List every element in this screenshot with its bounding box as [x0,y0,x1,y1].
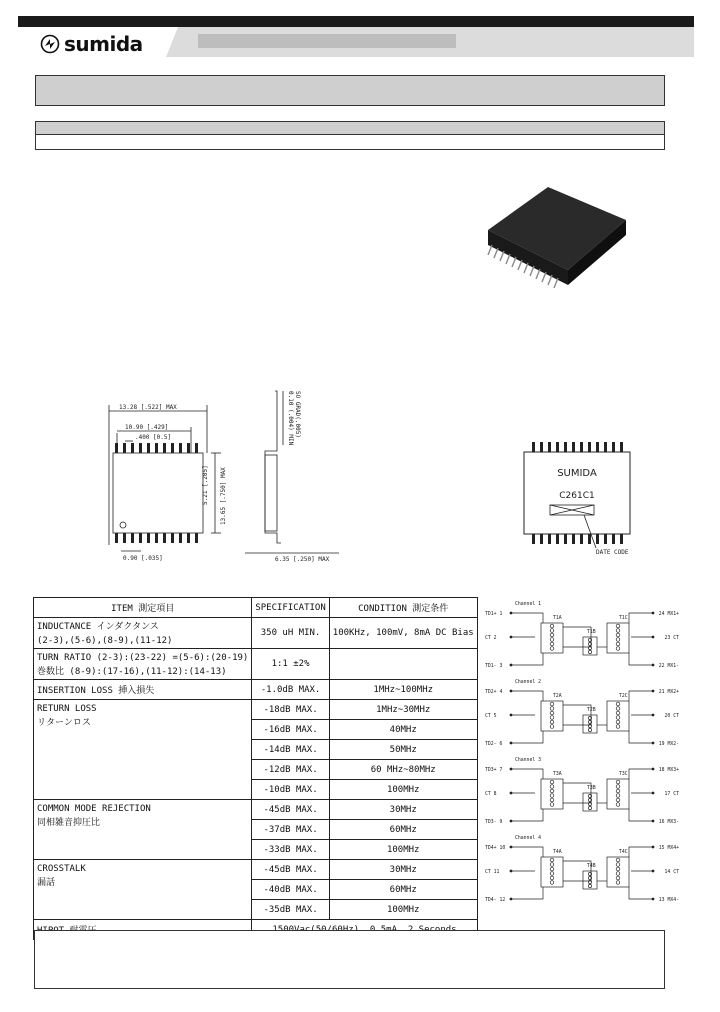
dim-side-max: 6.35 [.250] MAX [275,556,330,563]
coil-turn [550,789,554,793]
schematic-diagram [483,597,683,910]
inductance-cond: 100KHz, 100mV, 8mA DC Bias [329,618,477,649]
wire [629,691,653,701]
coil-turn [616,789,620,793]
pin-label-left: TD3- 9 [485,820,503,825]
pin-dot-right [652,898,655,901]
transformer-label: T1A [553,616,562,621]
pin-dot-right [652,714,655,717]
wire [629,769,653,779]
choke-label: T2B [587,708,596,713]
dim-side-b: SO GRAD(.005) [294,391,301,438]
pin-dot-right [652,846,655,849]
coil-turn [616,876,620,880]
dim-height-b: 13.65 [.750] MAX [220,467,227,525]
cmr-spec: -45dB MAX. [252,800,329,820]
coil-turn [616,711,620,715]
transformer-label: T2C [619,694,628,699]
turns-label: TURN RATIO (2-3):(23-22) =(5-6):(20-19) [37,653,249,663]
coil-turn [616,638,620,642]
table-row [34,680,478,700]
pin-label-right: 13 MX4- [658,898,679,903]
transformer-label: T1C [619,616,628,621]
transformer-label: T3C [619,772,628,777]
coil-turn [616,720,620,724]
pin-dot-left [510,742,513,745]
coil-turn [588,650,591,653]
return-loss-spec: -16dB MAX. [252,720,329,740]
coil-turn [550,647,554,651]
pin-dot-right [652,612,655,615]
coil-turn [616,798,620,802]
wire [511,731,543,743]
coil-turn [616,794,620,798]
insertion-cond: 1MHz~100MHz [329,680,477,700]
choke-label: T4B [587,864,596,869]
pin-label-left: TD4- 12 [485,898,506,903]
cmr-spec: -37dB MAX. [252,820,329,840]
cmr-label-jp: 同相雑音抑圧比 [37,818,101,828]
return-loss-cond: 40MHz [329,720,477,740]
coil-turn [550,876,554,880]
dim-side-a: 0.10 (.004) MIN [287,391,294,446]
coil-turn [550,629,554,633]
pin-dot-right [652,870,655,873]
product-photo [478,185,628,290]
wire [511,691,543,701]
table-row [34,800,478,820]
coil-turn [616,858,620,862]
brand-name: sumida [64,32,143,56]
pin-label-right: 24 MX1+ [658,612,679,617]
choke-core [583,715,597,733]
pin-dot-left [510,612,513,615]
coil-turn [550,798,554,802]
channel-name: Channel 1 [515,602,541,607]
brand-row [18,27,694,57]
pin-label-left: CT 11 [485,870,500,875]
pin-label-right: 21 MX2+ [658,690,679,695]
coil-turn [616,863,620,867]
pin-label-right: 15 MX4+ [658,846,679,851]
cmr-spec: -33dB MAX. [252,840,329,860]
return-loss-label: RETURN LOSS [37,704,97,714]
transformer-label: T4A [553,850,562,855]
turns-pins: 巻数比 (8-9):(17-16),(11-12):(14-13) [37,667,227,677]
coil-turn [550,720,554,724]
pin-label-right: 23 CT [664,636,679,641]
pin-label-right: 18 MX3+ [658,768,679,773]
turns-cond [329,649,477,680]
coil-turn [550,863,554,867]
insertion-label: INSERTION LOSS 挿入損失 [34,680,252,700]
return-loss-spec: -18dB MAX. [252,700,329,720]
coil-turn [550,858,554,862]
marking-note: DATE CODE [596,549,629,556]
pin-dot-right [652,742,655,745]
transformer-label: T3A [553,772,562,777]
title-box [35,75,665,106]
wire [511,847,543,857]
coil-turn [616,629,620,633]
wire [511,887,543,899]
header-bar [18,16,694,27]
choke-core [583,793,597,811]
header-cond: CONDITION 測定条件 [329,598,477,618]
dim-overall-width: 13.28 [.522] MAX [119,404,177,411]
logo-icon [40,34,60,54]
choke-label: T3B [587,786,596,791]
pin-dot-right [652,636,655,639]
return-loss-spec: -14dB MAX. [252,740,329,760]
pin-dot-left [510,768,513,771]
schematic-channel [485,757,679,825]
pin-dot-left [510,664,513,667]
schematic-channel [485,601,679,669]
sumida-logo [40,32,143,56]
schematic-channel [485,835,679,903]
pin-label-left: TD4+ 10 [485,846,506,851]
coil-turn [550,872,554,876]
header-title-bar [198,34,456,48]
pin-label-right: 20 CT [664,714,679,719]
dimension-drawing [95,385,355,565]
table-row [34,649,478,680]
coil-turn [616,702,620,706]
coil-turn [550,803,554,807]
return-loss-cond: 60 MHz~80MHz [329,760,477,780]
coil-turn [616,780,620,784]
pin-dot-right [652,664,655,667]
coil-turn [550,633,554,637]
channel-name: Channel 4 [515,836,541,841]
table-row [34,860,478,880]
cmr-cond: 100MHz [329,840,477,860]
wire [511,809,543,821]
coil-turn [550,794,554,798]
channel-name: Channel 2 [515,680,541,685]
dim-pin-spacing: 0.90 [.035] [123,555,163,562]
header-spec: SPECIFICATION [252,598,329,618]
pin-dot-left [510,636,513,639]
pin-label-left: TD2+ 4 [485,690,503,695]
wire [629,847,653,857]
table-row [34,700,478,720]
coil-turn [550,638,554,642]
pin-label-left: CT 5 [485,714,497,719]
coil-turn [550,642,554,646]
schematic-channel [485,679,679,747]
wire [629,809,653,821]
component-body [488,187,626,285]
pin-dot-right [652,820,655,823]
coil-turn [616,624,620,628]
pin-dot-right [652,690,655,693]
marking-part: C261C1 [559,491,595,501]
wire [511,769,543,779]
crosstalk-cond: 30MHz [329,860,477,880]
inductance-spec: 350 uH MIN. [252,618,329,649]
wire [511,613,543,623]
pin-label-left: TD1+ 1 [485,612,503,617]
marking-brand: SUMIDA [557,468,597,479]
cmr-cond: 30MHz [329,800,477,820]
coil-turn [616,872,620,876]
return-loss-cond: 100MHz [329,780,477,800]
pin-dot-left [510,846,513,849]
pin-dot-right [652,792,655,795]
return-loss-spec: -12dB MAX. [252,760,329,780]
transformer-label: T2A [553,694,562,699]
crosstalk-label-jp: 漏話 [37,878,56,888]
coil-turn [616,725,620,729]
coil-turn [616,633,620,637]
dim-height-a: 5.21 [.205] [202,465,209,505]
crosstalk-cond: 100MHz [329,900,477,920]
coil-turn [550,881,554,885]
choke-label: T1B [587,630,596,635]
coil-turn [616,716,620,720]
return-loss-spec: -10dB MAX. [252,780,329,800]
pin-label-right: 22 MX1- [658,664,679,669]
coil-turn [550,867,554,871]
cmr-label: COMMON MODE REJECTION [37,804,151,814]
pin-dot-left [510,792,513,795]
coil-turn [550,624,554,628]
channel-name: Channel 3 [515,758,541,763]
coil-turn [616,707,620,711]
choke-core [583,871,597,889]
transformer-label: T4C [619,850,628,855]
wire [629,731,653,743]
table-row [34,618,478,649]
coil-turn [588,806,591,809]
coil-turn [616,642,620,646]
crosstalk-label: CROSSTALK [37,864,86,874]
return-loss-cond: 50MHz [329,740,477,760]
coil-turn [616,785,620,789]
dim-lead-pitch: .400 [0.5] [135,434,172,441]
coil-turn [588,728,591,731]
pin-label-left: CT 2 [485,636,497,641]
pin-label-right: 19 MX2- [658,742,679,747]
coil-turn [550,785,554,789]
dim-body-width: 10.90 [.429] [125,424,169,431]
coil-turn [616,867,620,871]
pin-dot-right [652,768,655,771]
coil-turn [550,780,554,784]
return-loss-cond: 1MHz~30MHz [329,700,477,720]
insertion-spec: -1.0dB MAX. [252,680,329,700]
pin-dot-left [510,714,513,717]
coil-turn [588,884,591,887]
coil-turn [550,716,554,720]
inductance-label: INDUCTANCE インダクタンス [37,622,159,632]
pin-label-left: TD3+ 7 [485,768,503,773]
coil-turn [550,702,554,706]
turns-spec: 1:1 ±2% [252,649,329,680]
pin-label-left: TD2- 6 [485,742,503,747]
pin-label-left: TD1- 3 [485,664,503,669]
pin-dot-left [510,690,513,693]
crosstalk-cond: 60MHz [329,880,477,900]
return-loss-label-jp: リターンロス [37,718,91,728]
spec-table [33,597,478,940]
coil-turn [550,725,554,729]
notes-box [34,930,665,989]
choke-core [583,637,597,655]
pin-label-right: 17 CT [664,792,679,797]
marking-diagram [510,438,650,558]
crosstalk-spec: -35dB MAX. [252,900,329,920]
subtitle-box [35,121,665,150]
coil-turn [616,803,620,807]
coil-turn [550,707,554,711]
coil-turn [550,711,554,715]
crosstalk-spec: -45dB MAX. [252,860,329,880]
pin-label-right: 16 MX3- [658,820,679,825]
pin-dot-left [510,820,513,823]
table-header-row [34,598,478,618]
pin-dot-left [510,870,513,873]
header-item: ITEM 測定項目 [34,598,252,618]
pin-label-right: 14 CT [664,870,679,875]
inductance-pins: (2-3),(5-6),(8-9),(11-12) [37,636,173,646]
wire [629,613,653,623]
cmr-cond: 60MHz [329,820,477,840]
wire [511,653,543,665]
crosstalk-spec: -40dB MAX. [252,880,329,900]
wire [629,887,653,899]
pin-dot-left [510,898,513,901]
pin-label-left: CT 8 [485,792,497,797]
wire [629,653,653,665]
coil-turn [616,647,620,651]
coil-turn [616,881,620,885]
